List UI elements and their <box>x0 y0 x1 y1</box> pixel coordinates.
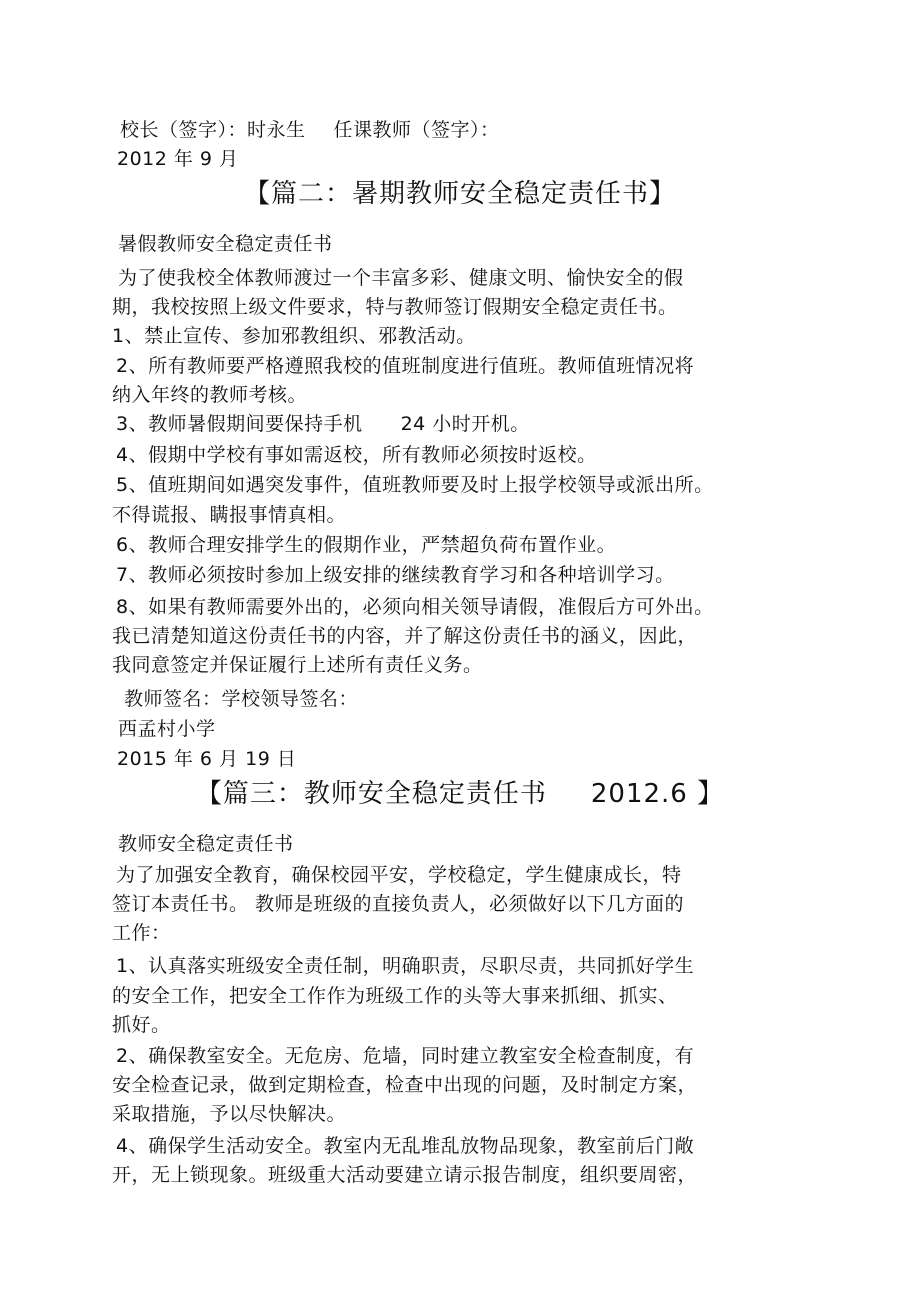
section2-line: 纳入年终的教师考核。 <box>112 384 308 406</box>
section3-line: 4、确保学生活动安全。教室内无乱堆乱放物品现象，教室前后门敞 <box>116 1135 695 1157</box>
section2-line: 我同意签定并保证履行上述所有责任义务。 <box>112 654 483 676</box>
section1-date: 2012 年 9 月 <box>117 148 239 170</box>
section3-line: 2、确保教室安全。无危房、危墙，同时建立教室安全检查制度，有 <box>116 1045 695 1067</box>
section2-line: 2、所有教师要严格遵照我校的值班制度进行值班。教师值班情况将 <box>116 355 695 377</box>
section2-school: 西孟村小学 <box>118 718 216 740</box>
principal-signature: 校长（签字）：时永生 <box>120 119 306 141</box>
section2-line: 7、教师必须按时参加上级安排的继续教育学习和各种培训学习。 <box>116 564 675 586</box>
section3-line: 安全检查记录，做到定期检查，检查中出现的问题，及时制定方案， <box>112 1074 698 1096</box>
section2-doc-title: 暑假教师安全稳定责任书 <box>118 233 333 255</box>
section3-line: 1、认真落实班级安全责任制，明确职责，尽职尽责，共同抓好学生 <box>116 955 695 977</box>
section2-line: 5、值班期间如遇突发事件，值班教师要及时上报学校领导或派出所。 <box>116 474 714 496</box>
section3-line: 签订本责任书。 教师是班级的直接负责人，必须做好以下几方面的 <box>112 893 685 915</box>
section3-line: 抓好。 <box>112 1014 171 1036</box>
section3-line: 工作： <box>112 922 171 944</box>
section2-item3 <box>116 410 530 439</box>
section2-line: 1、禁止宣传、参加邪教组织、邪教活动。 <box>112 325 476 347</box>
section3-line: 为了加强安全教育，确保校园平安，学校稳定，学生健康成长，特 <box>116 864 682 886</box>
section3-line: 开，无上锁现象。班级重大活动要建立请示报告制度，组织要周密， <box>112 1164 698 1186</box>
section2-line: 4、假期中学校有事如需返校，所有教师必须按时返校。 <box>116 444 597 466</box>
signature-line <box>120 116 500 145</box>
section3-heading-date: 2012.6 】 <box>590 779 725 809</box>
section3-doc-title: 教师安全稳定责任书 <box>118 833 294 855</box>
item3-text: 3、教师暑假期间要保持手机 <box>116 413 363 435</box>
section2-signatures: 教师签名：学校领导签名： <box>124 688 359 710</box>
section2-line: 8、如果有教师需要外出的，必须向相关领导请假，准假后方可外出。 <box>116 596 714 618</box>
section2-line: 不得谎报、瞒报事情真相。 <box>112 504 347 526</box>
section2-line: 期，我校按照上级文件要求，特与教师签订假期安全稳定责任书。 <box>112 296 678 318</box>
section2-heading: 【篇二：暑期教师安全稳定责任书】 <box>243 179 676 209</box>
section2-line: 6、教师合理安排学生的假期作业，严禁超负荷布置作业。 <box>116 534 617 556</box>
teacher-signature: 任课教师（签字）： <box>333 119 500 141</box>
section2-date: 2015 年 6 月 19 日 <box>117 748 297 770</box>
section3-line: 采取措施，予以尽快解决。 <box>112 1103 347 1125</box>
section2-line: 为了使我校全体教师渡过一个丰富多彩、健康文明、愉快安全的假 <box>118 267 684 289</box>
section3-heading-text: 【篇三：教师安全稳定责任书 <box>195 779 547 809</box>
section2-line: 我已清楚知道这份责任书的内容，并了解这份责任书的涵义，因此， <box>112 625 698 647</box>
item3-hours: 24 小时开机。 <box>400 413 530 435</box>
section3-line: 的安全工作，把安全工作作为班级工作的头等大事来抓细、抓实、 <box>112 985 678 1007</box>
section3-heading <box>0 776 920 812</box>
